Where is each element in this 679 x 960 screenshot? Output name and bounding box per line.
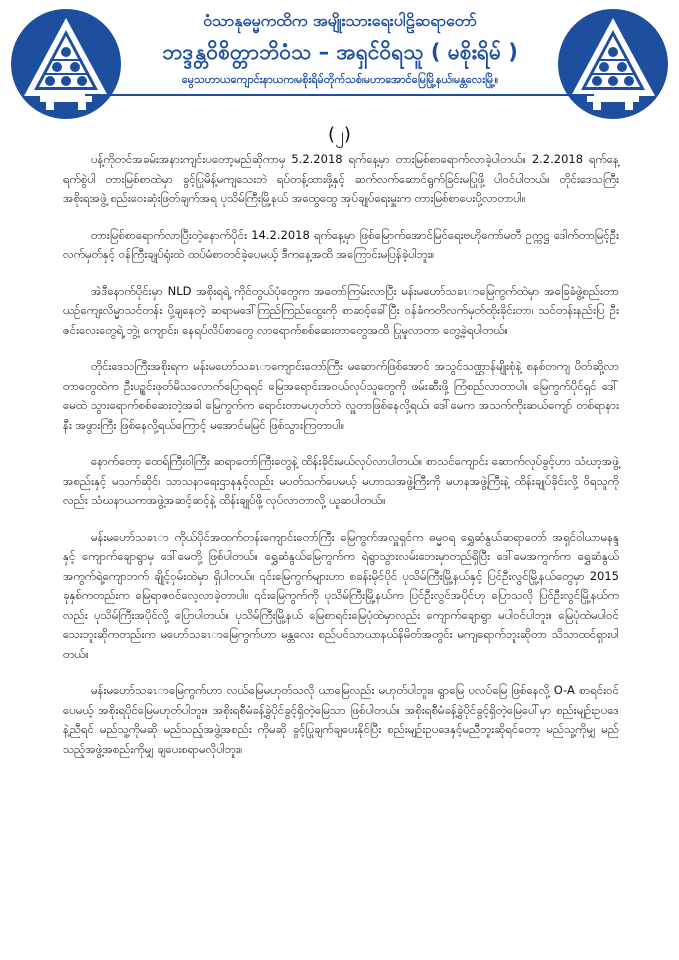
letterhead	[125, 8, 555, 90]
right-logo-emblem	[557, 8, 669, 120]
letterhead-title-line: ဝံသာနုဓမ္မကထိက အမျိုးသားရေးပါဠိဆရာတော်	[203, 11, 477, 30]
page-number: (၂)	[328, 124, 351, 145]
letterhead-name-line: ဘဒ္ဒန္တဝိစိတ္တာဘိဝံသ – အရှင်ဝိရသူ ( မစိုးရိမ် )	[162, 40, 518, 64]
paragraph: တားမြစ်စာရောက်လာပြီးတဲ့နောက်ပိုင်း 14.2.2018 ရက်နေ့မှာ ဖြစ်မြောက်အောင်မြင်ရေးဗဟိုကော်မတီ ဥက္ကဋ္ဌ ဒေါက်တာမြင့်ဦးလက်မှတ်နှင့် ဝန်ကြီးချုပ်ရုံးထဲ ထပ်မံစာတင်ခဲ့ပေမယ့် ဒီကနေ့အထိ အကြောင်းမပြန်ခဲ့ပါဘူး။	[63, 227, 619, 261]
paragraph: မန်းမဟော်သခၤာ ကိုယ်ပိုင်အထက်တန်းကျောင်းတော်ကြီး မြေကွက်အလှူရှင်က ဓမ္မဝရ ရွှေဆံနွယ်ဆရာတော် အရှင်ဝါယာမနန္ဒနှင့် ကျောက်ချောရွာမှ ဒေါ်မေတို့ ဖြစ်ပါတယ်။ ရွှေဆံနွယ်မြေကွက်က ရဲရွာသွားလမ်းဘေးမှာတည်ရှိပြီး ဒေါ်မေအကွက်က ရွှေဆံနွယ်အကွက်ရဲ့ကျောဘက် ချိုင့်ဝှမ်းထဲမှာ ရှိပါတယ်။ ၎င်းမြေကွက်များဟာ စခန်းမိုင်ပိုင် ပုသိမ်ကြီးမြို့နယ်နှင့် ပြင်ဦးလွင်မြို့နယ်တွေမှာ 2015 ခုနှစ်ကတည်းက မြေရာဇဝင်လေ့လာခဲ့တာပါ။ ၎င်းမြေကွက်ကို ပုသိမ်ကြီးမြို့နယ်က ပြင်ဦးလွင်အပိုင်ဟု ပြောသလို ပြင်ဦးလွင်မြို့နယ်ကလည်း ပုသိမ်ကြီးအပိုင်လို့ ပြောပါတယ်။ ပုသိမ်ကြီးမြို့နယ် မြေစာရင်းမြေပုံထဲမှာလည်း ကျောက်ချောရွာ မပါဝင်ပါဘူး။ မြေပုံထဲမပါဝင်သေးဘူးဆိုကတည်းက မဟော်သခၤာမြေကွက်ဟာ မန္တလေး စည်ပင်သာယာနယ်နိမိတ်အတွင်း မကျရောက်ဘူးဆိုတာ သိသာထင်ရှားပါတယ်။	[63, 529, 619, 661]
letterhead-address-line: မွေသဟာယကျောင်းနာယက၊မစိုးရိမ်တိုက်သစ်၊မဟာအောင်မြေမြို့နယ်၊မန္တလေးမြို့။	[181, 73, 499, 86]
paragraph: ပန့်ကိုတင်အခမ်းအနားကျင်းပတော့မည်ဆိုကာမှ 5.2.2018 ရက်နေ့မှာ တားမြစ်စာရောက်လာခဲ့ပါတယ်။ 2.2.2018 ရက်နေ့ ရက်စွဲပါ တားမြစ်စာထဲမှာ ခွင့်ပြုမိန့်မကျသေးဘဲ ရပ်တန့်ထားဖို့နှင့် ဆက်လက်ဆောင်ရွက်ခြင်းမပြုဖို့ ပါဝင်ပါတယ်။ တိုင်းဒေသကြီးအစိုးရအဖွဲ့ စည်းဝေးဆုံးဖြတ်ချက်အရ ပုသိမ်ကြီးမြို့နယ် အထွေထွေ အုပ်ချုပ်ရေးမှူးက တားမြစ်စာပေးပို့လာတာပါ။	[63, 152, 619, 205]
letter-body	[63, 150, 619, 776]
left-logo-emblem	[10, 8, 122, 120]
header-divider	[85, 94, 594, 96]
paragraph: အဲဒီနောက်ပိုင်းမှာ NLD အစိုးရရဲ့ ကိုင်တွယ်ပုံတွေက အတော်ကြမ်းလာပြီး မန်းမဟော်သခၤာမြေကွက်ထဲမှာ အခြေခံဖွဲ့စည်းတာ ယဉ်ကျေးလိမ္မာသင်တန်း ပို့ချနေတဲ့ ဆရာမဒေါ်ကြည်ကြည်ထွေးကို စာဆင့်ခေါ်ပြီး ဝန်ခံကတိလက်မှတ်ထိုးခိုင်းတာ၊ သင်တန်းနည်းပြ ဦးဇင်းလေးတွေရဲ့ ဘွဲ့၊ ကျောင်း၊ နေရပ်လိပ်စာတွေ လာရောက်စစ်ဆေးတာတွေအထိ ပြုမူလာတာ တွေ့ခဲ့ရပါတယ်။	[63, 283, 619, 337]
paragraph: နောက်တော့ ထေရ်ကြီးဝါကြီး ဆရာတော်ကြီးတွေနဲ့ ထိန်းခိုင်းမယ်လုပ်လာပါတယ်။ စာသင်ကျောင်း ဆောက်လုပ်ခွင့်ဟာ သံဃာ့အဖွဲ့အစည်းနှင့် မသက်ဆိုင်၊ သာသနာရေးဌာနနှင့်လည်း မပတ်သက်ပေမယ့် မဟာသအဖွဲ့ကြီးကို မဟနအဖွဲ့ကြီးနဲ့ ထိန်းချုပ်ခိုင်းလို့ ဝိရသူကိုလည်း သံဃနာယကအဖွဲ့အဆင့်ဆင့်နဲ့ ထိန်းချုပ်ဖို့ လုပ်လာတာလို့ ယူဆပါတယ်။	[63, 454, 619, 507]
paragraph: မန်းမဟော်သခၤာမြေကွက်ဟာ လယ်မြေမဟုတ်သလို ယာမြေလည်း မဟုတ်ပါဘူး။ ရွာမြေ ပလပ်မြေ ဖြစ်နေလို့ O-A စာရင်းဝင်ပေမယ့် အစိုးရပိုင်မြေမဟုတ်ပါဘူး။ အစိုးရစီမံခန့်ခွဲပိုင်ခွင့်ရှိတဲ့မြေသာ ဖြစ်ပါတယ်။ အစိုးရစီမံခန့်ခွဲပိုင်ခွင့်ရှိတဲ့မြေပေါ်မှာ စည်းမျဉ်းဥပဒေနဲ့ညီရင် မည်သူ့ကိုမဆို မည်သည့်အဖွဲ့အစည်း ကိုမဆို ခွင့်ပြုချက်ချပေးနိုင်ပြီး စည်းမျဉ်းဥပဒေနှင့်မညီဘူးဆိုရင်တော့ မည်သူ့ကိုမျှ မည်သည့်အဖွဲ့အစည်းကိုမျှ ချပေးစရာမလိုပါဘူး။	[63, 683, 619, 756]
paragraph: တိုင်းဒေသကြီးအစိုးရက မန်းမဟော်သခၤာကျောင်းတော်ကြီး မဆောက်ဖြစ်အောင် အသွင်သဏ္ဌာန်မျိုးစုံနဲ့ စနစ်တကျ ပိတ်ဆို့လာတာတွေထဲက ဦးပဥ္စင်းဖုတ်မိသလောက်ပြောရရင် မြေအရောင်းအဝယ်လုပ်သူတွေကို ဖမ်းဆီးဖို့ ကြံစည်လာတာပါ။ မြေကွက်ပိုင်ရှင် ဒေါ်မေထဲ သွားရောက်စစ်ဆေးတဲ့အခါ မြေကွက်က ရောင်းတာမဟုတ်ဘဲ လှူတာဖြစ်နေလို့ရယ်၊ ဒေါ်မေက အသက်ကိုးဆယ်ကျော် တစ်ရာနားနီး အဖွားကြီး ဖြစ်နေလို့ရယ်ကြောင့် မအောင်မမြင် ဖြစ်သွားကြတာပါ။	[63, 359, 619, 432]
